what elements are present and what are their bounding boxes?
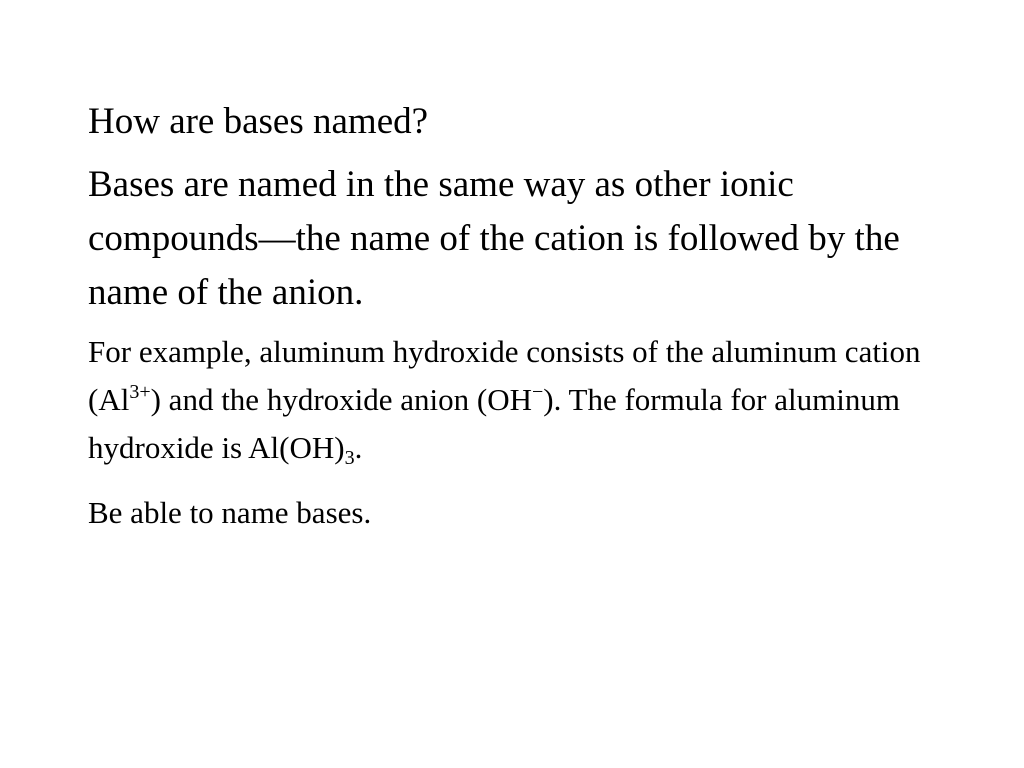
slide-content [88,96,938,537]
example-text-part1: For example, aluminum hydroxide consists of the aluminum cation (Al [88,334,921,417]
cation-charge: 3+ [129,381,151,403]
example-text-part4: . [354,430,363,465]
instruction-text: Be able to name bases. [88,495,372,530]
anion-charge: − [531,381,544,403]
main-explanation: Bases are named in the same way as other ionic compounds—the name of the cation is followed by the name of the anion. [88,164,900,313]
slide-question: How are bases named? [88,101,429,142]
example-text-part3: ). The formula for aluminum hydroxide is Al(OH) [88,382,900,465]
example-text-part2: ) and the hydroxide anion (OH [150,382,532,417]
example-paragraph [88,328,938,472]
formula-subscript: 3 [344,447,355,469]
